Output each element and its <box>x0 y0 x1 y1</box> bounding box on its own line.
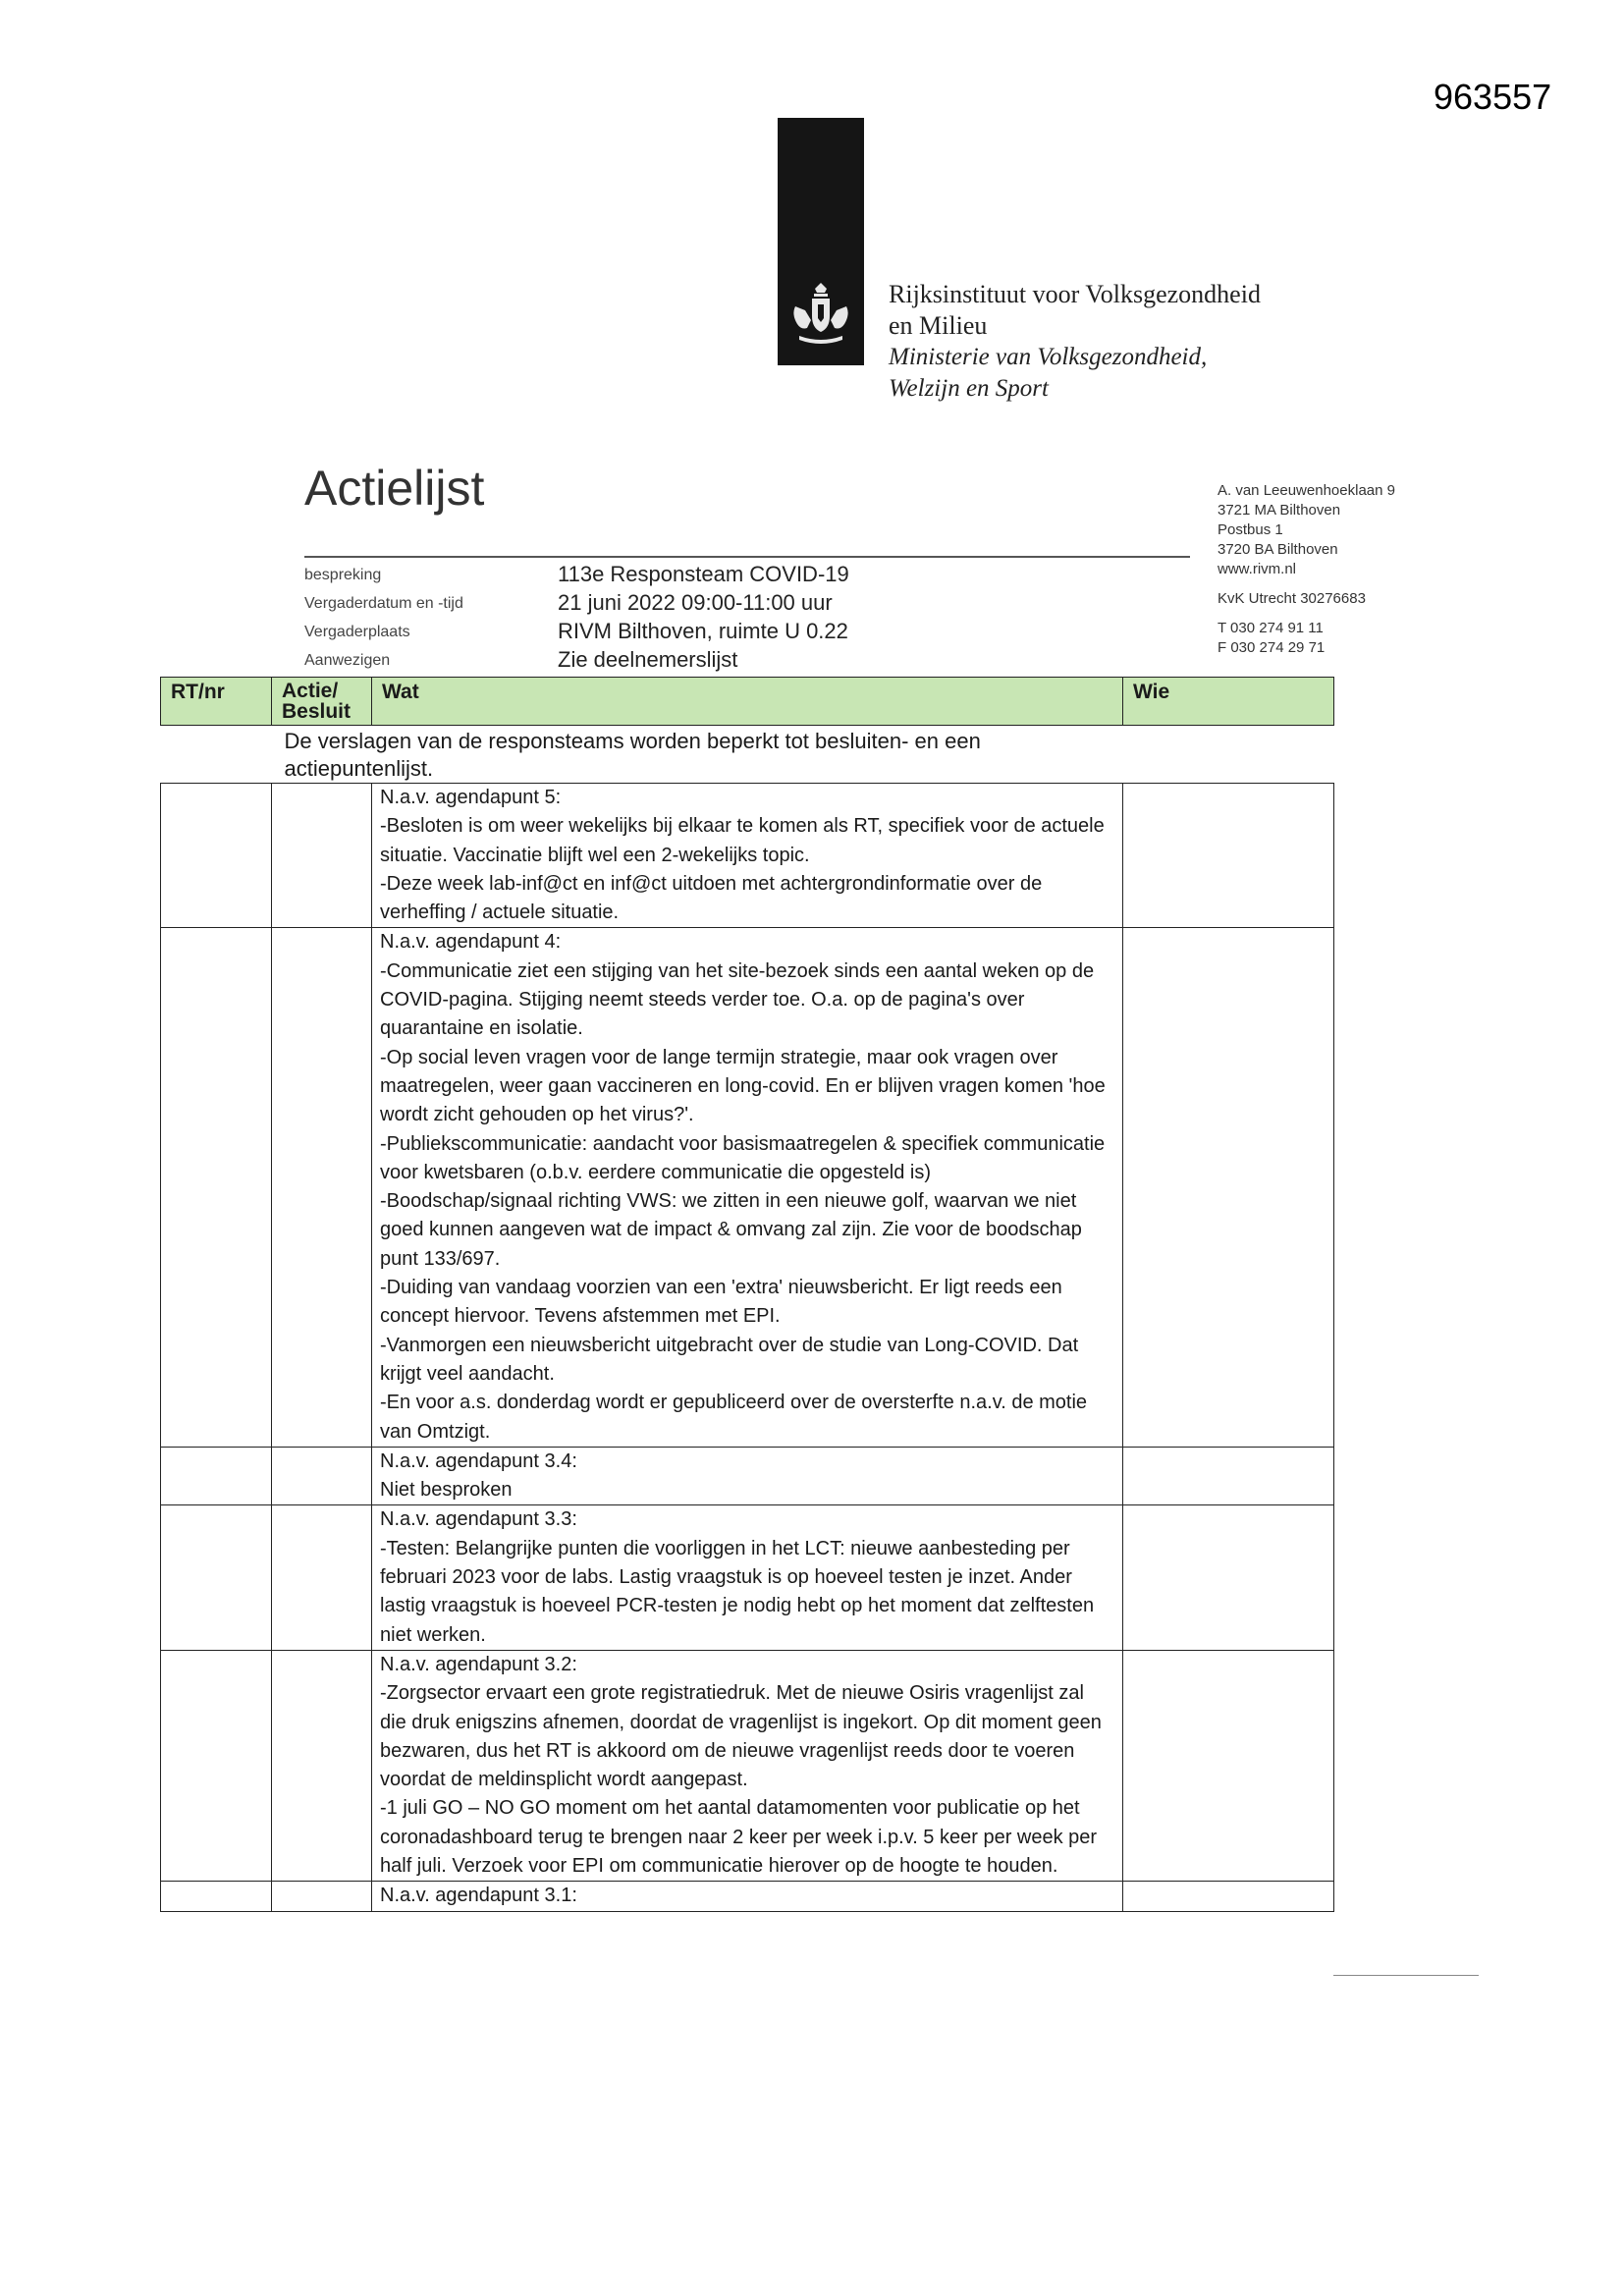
table-row <box>161 1505 1334 1650</box>
table-row <box>161 784 1334 928</box>
meta-label: Vergaderdatum en -tijd <box>304 595 463 612</box>
meta-label: Aanwezigen <box>304 652 391 669</box>
logo-bar <box>778 118 864 365</box>
meta-label: Vergaderplaats <box>304 624 410 640</box>
meta-value: Zie deelnemerslijst <box>558 647 738 672</box>
title-divider <box>304 556 1190 558</box>
meta-label: bespreking <box>304 567 382 583</box>
org-line-4: Welzijn en Sport <box>889 375 1049 402</box>
address-city: 3721 MA Bilthoven <box>1218 502 1341 519</box>
organization-name <box>889 279 1261 405</box>
col-header-wat: Wat <box>372 678 1123 726</box>
row-wat-text: N.a.v. agendapunt 3.1: <box>380 1885 577 1907</box>
col-header-actie-besluit: Actie/ Besluit <box>272 678 372 726</box>
address-tel: T 030 274 91 11 <box>1218 620 1324 636</box>
address-block <box>1218 481 1395 658</box>
table-row <box>161 1882 1334 1911</box>
meta-value: 113e Responsteam COVID-19 <box>558 562 849 586</box>
address-web: www.rivm.nl <box>1218 561 1297 577</box>
document-number: 963557 <box>1434 77 1552 117</box>
table-header-row <box>161 678 1334 726</box>
row-wat-text: N.a.v. agendapunt 5: -Besloten is om weer wekelijks bij elkaar te komen als RT, specifiek voor de actuele situatie. Vaccinatie blijft wel een 2-wekelijks topic. -Deze week lab-inf@ct en inf@ct uitdoen met achtergrondinformatie over de verheffing / actuele situatie. <box>380 787 1105 924</box>
address-postbus: Postbus 1 <box>1218 521 1283 538</box>
table-row <box>161 726 1334 784</box>
col-header-wie: Wie <box>1123 678 1334 726</box>
org-line-2: en Milieu <box>889 311 988 340</box>
table-row <box>161 1447 1334 1505</box>
row-wat-text: N.a.v. agendapunt 3.4: Niet besproken <box>380 1449 577 1502</box>
table-intro-text: De verslagen van de responsteams worden beperkt tot besluiten- en een actiepuntenlijst. <box>284 729 981 781</box>
table-row <box>161 928 1334 1447</box>
meta-value: 21 juni 2022 09:00-11:00 uur <box>558 590 833 615</box>
royal-crest-icon <box>785 281 856 352</box>
address-street: A. van Leeuwenhoeklaan 9 <box>1218 482 1395 499</box>
table-row <box>161 1650 1334 1881</box>
address-postcity: 3720 BA Bilthoven <box>1218 541 1338 558</box>
address-fax: F 030 274 29 71 <box>1218 639 1326 656</box>
page-cut-divider <box>1333 1975 1479 1976</box>
org-line-1: Rijksinstituut voor Volksgezondheid <box>889 280 1261 308</box>
meta-value: RIVM Bilthoven, ruimte U 0.22 <box>558 619 848 643</box>
row-wat-text: N.a.v. agendapunt 3.2: -Zorgsector ervaart een grote registratiedruk. Met de nieuwe Osiris vragenlijst zal die druk enigszins afnemen, doordat de vragenlijst is ingekort. Op dit moment geen bezwaren, dus het RT is akkoord om de nieuwe vragenlijst reeds door te voeren voordat de meldinsplicht wordt aangepast. -1 juli GO – NO GO moment om het aantal datamomenten voor publicatie op het coronadashboard terug te brengen naar 2 keer per week i.p.v. 5 keer per week per half juli. Verzoek voor EPI om communicatie hierover op de hoogte te houden. <box>380 1653 1102 1877</box>
col-header-rt-nr: RT/nr <box>161 678 272 726</box>
row-wat-text: N.a.v. agendapunt 3.3: -Testen: Belangrijke punten die voorliggen in het LCT: nieuwe aanbesteding per februari 2023 voor de labs. Lastig vraagstuk is op hoeveel testen je inzet. Ander lastig vraagstuk is hoeveel PCR-testen je nodig hebt op het moment dat zelftesten niet werken. <box>380 1508 1095 1646</box>
page-title: Actielijst <box>304 461 485 516</box>
row-wat-text: N.a.v. agendapunt 4: -Communicatie ziet een stijging van het site-bezoek sinds een aantal weken op de COVID-pagina. Stijging neemt steeds verder toe. O.a. op de pagina's over quarantaine en isolatie. -Op social leven vragen voor de lange termijn strategie, maar ook vragen over maatregelen, weer gaan vaccineren en long-covid. En er blijven vragen komen 'hoe wordt zicht gehouden op het virus?'. -Publiekscommunicatie: aandacht voor basismaatregelen & specifiek communicatie voor kwetsbaren (o.b.v. eerdere communicatie die opgesteld is) -Boodschap/signaal richting VWS: we zitten in een nieuwe golf, waarvan we niet goed kunnen aangeven wat de impact & omvang zal zijn. Zie voor de boodschap punt 133/697. -Duiding van vandaag voorzien van een 'extra' nieuwsbericht. Er ligt reeds een concept hiervoor. Tevens afstemmen met EPI. -Vanmorgen een nieuwsbericht uitgebracht over de studie van Long-COVID. Dat krijgt veel aandacht. -En voor a.s. donderdag wordt er gepubliceerd over de oversterfte n.a.v. de motie van Omtzigt. <box>380 931 1106 1443</box>
action-table <box>160 677 1333 1912</box>
org-line-3: Ministerie van Volksgezondheid, <box>889 344 1208 370</box>
address-kvk: KvK Utrecht 30276683 <box>1218 590 1366 607</box>
